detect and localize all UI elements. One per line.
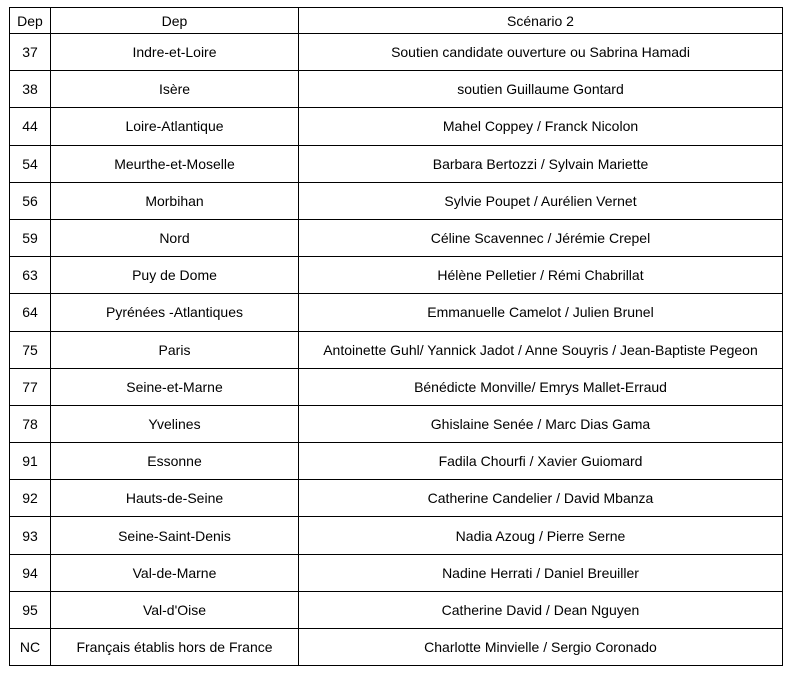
cell-dep-name: Paris [51,331,299,368]
table-row [10,554,783,591]
cell-dep-number: 77 [10,368,51,405]
cell-dep-name: Pyrénées -Atlantiques [51,294,299,331]
cell-dep-number: 38 [10,71,51,108]
table-row [10,145,783,182]
table-row [10,219,783,256]
cell-scenario: Céline Scavennec / Jérémie Crepel [299,219,783,256]
cell-dep-number: 37 [10,34,51,71]
cell-scenario: Nadine Herrati / Daniel Breuiller [299,554,783,591]
cell-dep-name: Val-d'Oise [51,591,299,628]
cell-dep-name: Val-de-Marne [51,554,299,591]
cell-dep-name: Isère [51,71,299,108]
candidates-table [9,7,783,666]
cell-scenario: Antoinette Guhl/ Yannick Jadot / Anne Souyris / Jean-Baptiste Pegeon [299,331,783,368]
cell-dep-number: 54 [10,145,51,182]
table-row [10,405,783,442]
cell-dep-number: 56 [10,182,51,219]
table-row [10,480,783,517]
cell-dep-number: 92 [10,480,51,517]
cell-scenario: Catherine David / Dean Nguyen [299,591,783,628]
cell-dep-name: Seine-Saint-Denis [51,517,299,554]
cell-scenario: Bénédicte Monville/ Emrys Mallet-Erraud [299,368,783,405]
table-row [10,629,783,666]
candidates-table-container [9,7,783,666]
table-body [10,34,783,666]
table-row [10,368,783,405]
cell-scenario: Charlotte Minvielle / Sergio Coronado [299,629,783,666]
cell-dep-name: Morbihan [51,182,299,219]
table-row [10,108,783,145]
cell-dep-number: 75 [10,331,51,368]
table-row [10,294,783,331]
cell-scenario: Soutien candidate ouverture ou Sabrina Hamadi [299,34,783,71]
table-row [10,591,783,628]
cell-dep-number: 78 [10,405,51,442]
cell-scenario: Mahel Coppey / Franck Nicolon [299,108,783,145]
table-row [10,257,783,294]
cell-dep-number: 91 [10,443,51,480]
cell-dep-number: 64 [10,294,51,331]
cell-dep-number: 94 [10,554,51,591]
cell-dep-name: Loire-Atlantique [51,108,299,145]
cell-dep-name: Puy de Dome [51,257,299,294]
cell-scenario: Barbara Bertozzi / Sylvain Mariette [299,145,783,182]
table-row [10,34,783,71]
table-row [10,517,783,554]
cell-dep-name: Yvelines [51,405,299,442]
header-dep-name: Dep [51,8,299,34]
cell-dep-name: Indre-et-Loire [51,34,299,71]
header-scenario: Scénario 2 [299,8,783,34]
cell-scenario: Hélène Pelletier / Rémi Chabrillat [299,257,783,294]
table-header-row [10,8,783,34]
cell-dep-name: Nord [51,219,299,256]
table-row [10,331,783,368]
cell-dep-number: 59 [10,219,51,256]
cell-dep-name: Meurthe-et-Moselle [51,145,299,182]
cell-scenario: Sylvie Poupet / Aurélien Vernet [299,182,783,219]
table-row [10,182,783,219]
table-row [10,71,783,108]
cell-dep-name: Seine-et-Marne [51,368,299,405]
cell-dep-name: Hauts-de-Seine [51,480,299,517]
table-row [10,443,783,480]
cell-dep-name: Essonne [51,443,299,480]
cell-scenario: Nadia Azoug / Pierre Serne [299,517,783,554]
cell-dep-number: 44 [10,108,51,145]
cell-scenario: Catherine Candelier / David Mbanza [299,480,783,517]
cell-dep-number: 95 [10,591,51,628]
cell-dep-number: NC [10,629,51,666]
cell-scenario: soutien Guillaume Gontard [299,71,783,108]
cell-scenario: Ghislaine Senée / Marc Dias Gama [299,405,783,442]
cell-dep-number: 93 [10,517,51,554]
cell-dep-name: Français établis hors de France [51,629,299,666]
cell-scenario: Fadila Chourfi / Xavier Guiomard [299,443,783,480]
cell-dep-number: 63 [10,257,51,294]
cell-scenario: Emmanuelle Camelot / Julien Brunel [299,294,783,331]
header-dep-number: Dep [10,8,51,34]
